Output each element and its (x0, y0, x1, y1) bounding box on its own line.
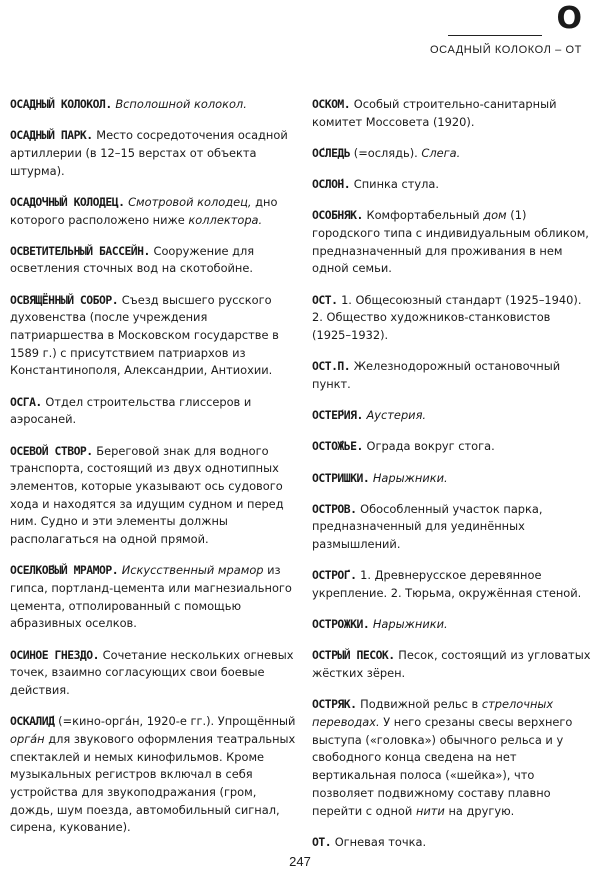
entry-headword: ОСТРЯК. (312, 697, 357, 712)
entry-headword: ОСТО́ЖЬЕ. (312, 439, 363, 454)
header-letter: О (556, 1, 582, 36)
entry-definition-text: Ограда вокруг стога. (366, 439, 495, 454)
entry-reference-text: коллектора. (188, 212, 263, 227)
entry-headword: ОСТРЫЙ ПЕСОК. (312, 648, 395, 663)
dictionary-entry (312, 207, 592, 278)
dictionary-entry (10, 394, 296, 429)
entry-reference-text: нити (415, 803, 445, 818)
entry-definition-text: на другую. (444, 803, 515, 818)
entry-headword: ОСАДОЧНЫЙ КОЛОДЕЦ. (10, 194, 125, 209)
entry-definition-text: из гипса, портланд-цемента или магнезиального цемента, отполированный с помощью абразивных оселков. (10, 563, 292, 631)
dictionary-entry (312, 438, 592, 456)
entry-definition-text: Особый строительно-санитарный комитет Моссовета (1920). (312, 97, 557, 129)
entry-reference-text: Аустерия. (366, 408, 427, 423)
entry-headword: О́СЛЕДЬ (312, 145, 351, 160)
entry-headword: ОСТРО́Г. (312, 568, 357, 583)
dictionary-entry (10, 647, 296, 700)
entry-definition-text: Сооружение для осветления сточных вод на скотобойне. (10, 243, 255, 276)
entry-definition-text: 1. Древнерусское деревянное укрепление. 2. Тюрьма, окружённая стеной. (312, 568, 582, 601)
entry-headword: ОСЛО́Н. (312, 177, 351, 192)
dictionary-entry (312, 407, 592, 425)
entry-headword: ОСГА. (10, 394, 42, 409)
entry-definition-text: Место сосредоточения осадной артиллерии (в 12–15 верстах от объекта штурма). (10, 128, 288, 178)
entry-reference-text: орга́н (10, 731, 45, 746)
entry-definition-text: Огневая точка. (334, 834, 427, 849)
entry-headword: ОСТРИШКИ. (312, 470, 370, 485)
entry-definition-text: Подвижной рельс в (360, 697, 482, 712)
entry-headword: ОТ. (312, 834, 332, 849)
entry-definition-text: дно которого расположено ниже (10, 194, 278, 227)
dictionary-entry (312, 834, 592, 852)
dictionary-entry (312, 292, 592, 345)
entry-headword: ОСТРОВ. (312, 501, 357, 516)
dictionary-entry (312, 176, 592, 194)
entry-definition-text: Сочетание нескольких огневых точек, взаимно согласующих свои боевые действия. (10, 647, 294, 697)
page-number: 247 (289, 854, 311, 869)
entry-headword: ОСВЯЩЁННЫЙ СОБОР. (10, 292, 119, 307)
entry-definition-text: 1. Общесоюзный стандарт (1925–1940). 2. Общество художников-станковистов (1925–1932). (312, 292, 582, 343)
entry-headword: ОСАДНЫЙ ПАРК. (10, 128, 93, 143)
dictionary-entry (312, 470, 592, 488)
entry-reference-text: Нарыжники. (372, 470, 448, 485)
entry-reference-text: Нарыжники. (372, 617, 448, 632)
dictionary-entry (10, 96, 296, 114)
entry-definition-text: (1) городского типа с индивидуальным обликом, предназначенный для проживания в нем одной семьи. (312, 208, 589, 276)
entry-headword: ОСВЕТИТЕЛЬНЫЙ БАССЕЙН. (10, 243, 150, 258)
header-rule (448, 35, 542, 36)
entry-headword: ОСТ. (312, 292, 338, 307)
entry-headword: ОСОБНЯК. (312, 208, 363, 223)
entry-reference-text: Всполошной колокол. (115, 97, 247, 111)
entry-definition-text: Отдел строительства глиссеров и аэросаней. (10, 394, 252, 427)
dictionary-entry (10, 562, 296, 633)
entry-definition-text: Песок, состоящий из угловатых жёстких зёрен. (312, 648, 591, 681)
entry-headword: ОСЕЛКО́ВЫЙ МРАМОР. (10, 563, 119, 578)
entry-definition-text: Обособленный участок парка, предназначенный для уединённых размышлений. (312, 501, 543, 552)
entry-reference-text: Искусственный мрамор (121, 563, 264, 578)
dictionary-entry (10, 292, 296, 381)
dictionary-entry (10, 713, 296, 837)
dictionary-entry (10, 443, 296, 549)
dictionary-entry (10, 243, 296, 278)
entry-definition-text: для звукового оформления театральных спектаклей и немых кинофильмов. Кроме музыкальных регистров включал в себя устройства для звукоподражания (гром, дождь, шум поезда, автомобильный сигнал, сирена, кукование). (10, 731, 296, 835)
entry-headword: ОСТЕ́РИЯ. (312, 408, 363, 423)
entry-definition-text: Спинка стула. (353, 177, 440, 192)
dictionary-entry (312, 696, 592, 820)
dictionary-entry (312, 358, 592, 393)
dictionary-entry (312, 616, 592, 634)
entry-headword: ОСТ.П. (312, 359, 351, 374)
entry-definition-text: Съезд высшего русского духовенства (после учреждения патриаршества в Московском государстве в 1589 г.) с присутствием патриархов из Константинополя, Александрии, Антиохии. (10, 292, 279, 378)
left-column (10, 96, 296, 851)
entry-definition-text: (=ослядь). (353, 145, 422, 160)
entry-headword: ОСКАЛИ́Д (10, 714, 55, 729)
entry-reference-text: Слега. (421, 145, 461, 160)
dictionary-entry (312, 567, 592, 602)
header-range: ОСАДНЫЙ КОЛОКОЛ – ОТ (430, 44, 582, 56)
entry-reference-text: стрелочных переводах. (312, 697, 554, 730)
entry-headword: ОСТРОЖКИ. (312, 617, 370, 632)
entry-definition-text: Береговой знак для водного транспорта, состоящий из двух однотипных элементов, которые указывают ось судового хода и находятся за идущим судном и перед ним. Судно и эти элементы должны располагаться на одной прямой. (10, 443, 284, 547)
dictionary-entry (312, 96, 592, 131)
entry-headword: ОСКОМ. (312, 97, 351, 111)
dictionary-entry (312, 145, 592, 163)
dictionary-entry (10, 194, 296, 229)
entry-definition-text: Комфортабельный (366, 208, 484, 223)
right-column (312, 96, 592, 865)
dictionary-entry (10, 127, 296, 180)
entry-headword: ОСЕВОЙ СТВОР. (10, 443, 93, 458)
entry-definition-text: (=кино-орга́н, 1920-е гг.). Упрощённый (58, 714, 296, 729)
entry-headword: ОСИНОЕ ГНЕЗДО. (10, 647, 100, 662)
dictionary-entry (312, 501, 592, 554)
entry-reference-text: дом (483, 208, 507, 223)
entry-definition-text: Железнодорожный остановочный пункт. (312, 359, 561, 391)
entry-reference-text: Смотровой колодец, (128, 194, 252, 209)
dictionary-entry (312, 647, 592, 682)
entry-definition-text: У него срезаны свесы верхнего выступа («головка») обычного рельса и у свободного конца сведена на нет вертикальная полоса («шейка»), что позволяет подвижному составу плавно перейти с одной (312, 715, 573, 818)
entry-headword: ОСАДНЫЙ КОЛОКОЛ. (10, 97, 112, 111)
